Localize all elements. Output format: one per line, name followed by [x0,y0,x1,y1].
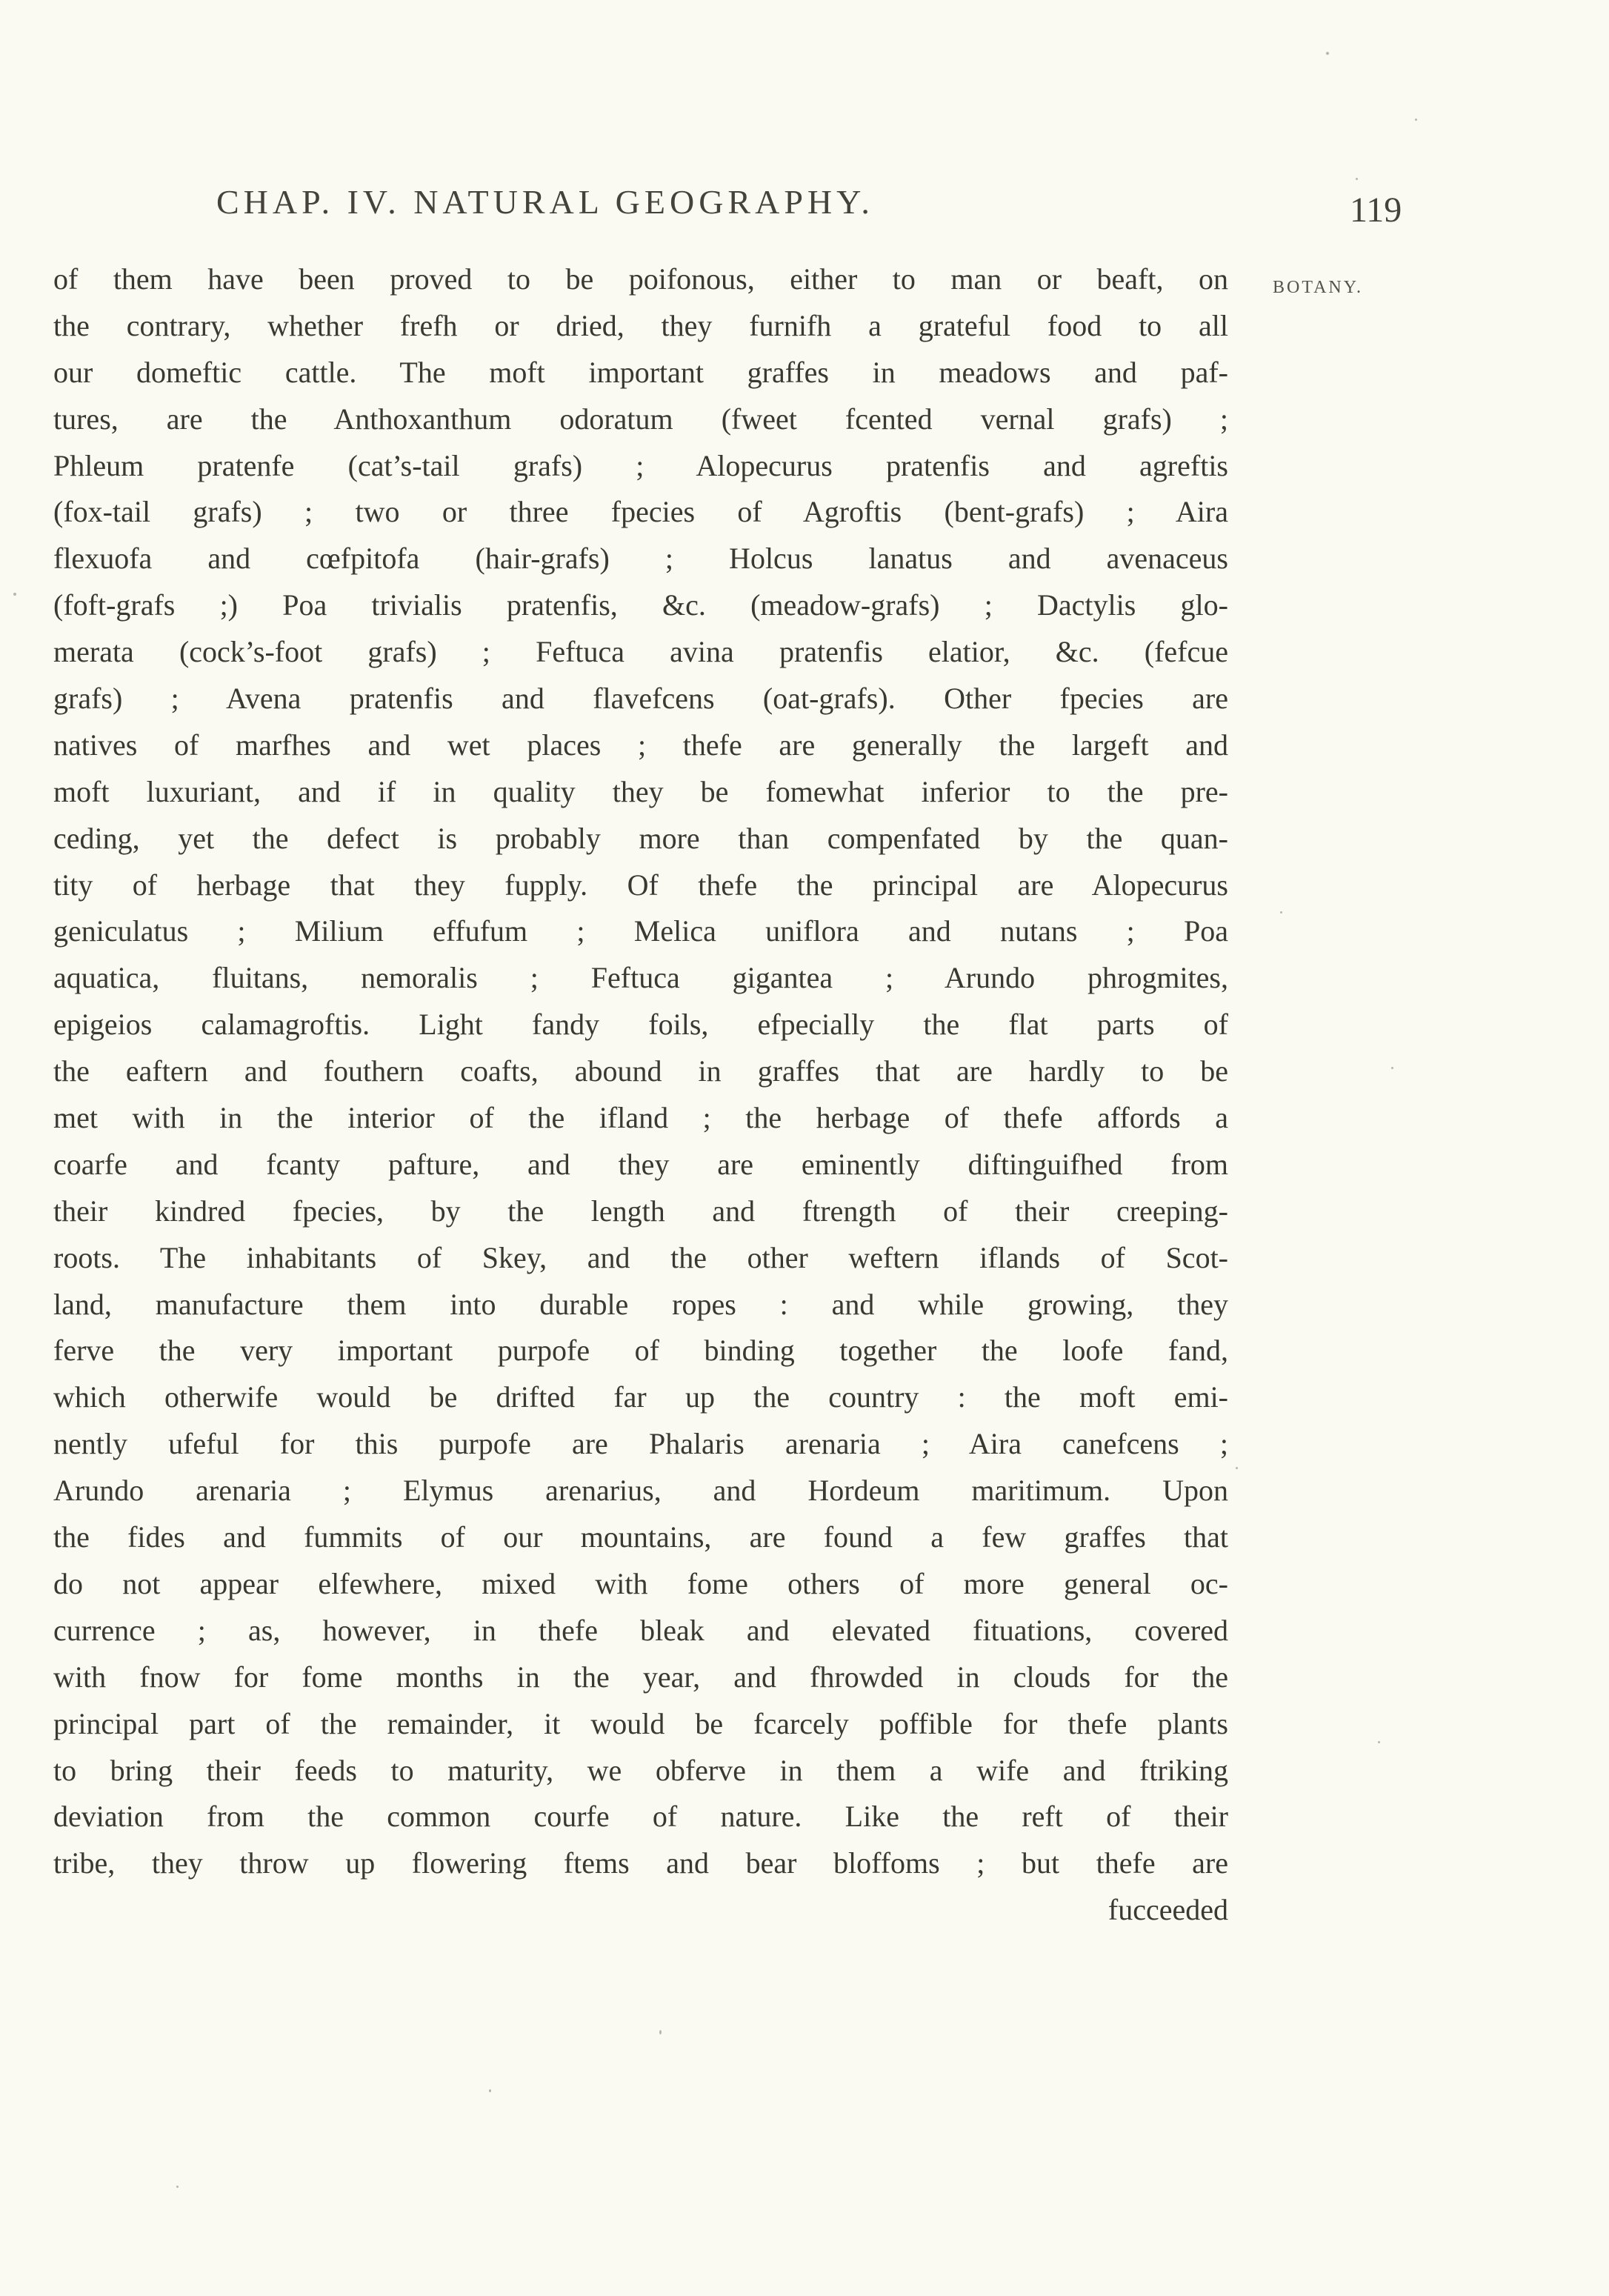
paper-speck [1415,119,1417,121]
paper-speck [13,593,16,596]
paper-speck [176,2186,179,2188]
text-line: deviation from the common courfe of nature. Like the reft of their [53,1800,1228,1834]
text-line: with fnow for fome months in the year, and fhrowded in clouds for the [53,1660,1228,1694]
body-text [53,256,1228,1934]
text-line: currence ; as, however, in thefe bleak and elevated fituations, covered [53,1613,1228,1647]
text-line: of them have been proved to be poifonous, either to man or beaft, on [53,262,1228,296]
text-line: merata (cock’s-foot grafs) ; Feftuca avina pratenfis elatior, &c. (fefcue [53,635,1228,669]
paper-speck [1378,1741,1380,1743]
text-line: (foft-grafs ;) Poa trivialis pratenfis, &c. (meadow-grafs) ; Dactylis glo- [53,588,1228,622]
text-line: aquatica, fluitans, nemoralis ; Feftuca gigantea ; Arundo phrogmites, [53,961,1228,995]
paper-speck [1391,1067,1393,1069]
text-line: grafs) ; Avena pratenfis and flavefcens (oat-grafs). Other fpecies are [53,682,1228,716]
text-line: Arundo arenaria ; Elymus arenarius, and Hordeum maritimum. Upon [53,1474,1228,1508]
text-line: their kindred fpecies, by the length and ftrength of their creeping- [53,1194,1228,1228]
paper-speck [1326,52,1329,55]
text-line: tity of herbage that they fupply. Of thefe the principal are Alopecurus [53,868,1228,902]
text-line: do not appear elfewhere, mixed with fome others of more general oc- [53,1566,1228,1600]
paper-speck [1236,1467,1238,1469]
paper-speck [1356,178,1358,180]
text-line: Phleum pratenfe (cat’s-tail grafs) ; Alopecurus pratenfis and agreftis [53,448,1228,482]
text-line: (fox-tail grafs) ; two or three fpecies of Agroftis (bent-grafs) ; Aira [53,495,1228,529]
text-line: land, manufacture them into durable ropes : and while growing, they [53,1287,1228,1321]
running-title: CHAP. IV. NATURAL GEOGRAPHY. [216,183,874,221]
text-line: the contrary, whether frefh or dried, they furnifh a grateful food to all [53,308,1228,342]
paper-speck [659,2030,662,2034]
text-line: principal part of the remainder, it would be fcarcely poffible for thefe plants [53,1706,1228,1740]
text-line: our domeftic cattle. The moft important graffes in meadows and paf- [53,355,1228,389]
text-line: flexuofa and cœfpitofa (hair-grafs) ; Holcus lanatus and avenaceus [53,542,1228,576]
text-line: moft luxuriant, and if in quality they be fomewhat inferior to the pre- [53,774,1228,808]
text-line: natives of marfhes and wet places ; thefe are generally the largeft and [53,728,1228,762]
text-line: nently ufeful for this purpofe are Phalaris arenaria ; Aira canefcens ; [53,1427,1228,1461]
text-line: geniculatus ; Milium effufum ; Melica uniflora and nutans ; Poa [53,914,1228,948]
margin-note: BOTANY. [1273,278,1363,297]
paper-speck [1280,911,1282,914]
text-line: met with in the interior of the ifland ; the herbage of thefe affords a [53,1101,1228,1135]
text-line: to bring their feeds to maturity, we obferve in them a wife and ftriking [53,1753,1228,1787]
catchword: fucceeded [1107,1893,1228,1927]
text-line: coarfe and fcanty pafture, and they are eminently diftinguifhed from [53,1147,1228,1181]
text-line: tures, are the Anthoxanthum odoratum (fweet fcented vernal grafs) ; [53,402,1228,436]
text-line: ceding, yet the defect is probably more than compenfated by the quan- [53,821,1228,855]
paper-speck [489,2089,491,2092]
page-number: 119 [1350,190,1402,230]
text-line: ferve the very important purpofe of binding together the loofe fand, [53,1334,1228,1368]
text-line: tribe, they throw up flowering ftems and bear bloffoms ; but thefe are [53,1846,1228,1880]
text-line: epigeios calamagroftis. Light fandy foils, efpecially the flat parts of [53,1008,1228,1042]
text-line: the eaftern and fouthern coafts, abound in graffes that are hardly to be [53,1054,1228,1088]
text-line: which otherwife would be drifted far up the country : the moft emi- [53,1380,1228,1414]
text-line: roots. The inhabitants of Skey, and the other weftern iflands of Scot- [53,1240,1228,1274]
text-line: the fides and fummits of our mountains, are found a few graffes that [53,1520,1228,1554]
